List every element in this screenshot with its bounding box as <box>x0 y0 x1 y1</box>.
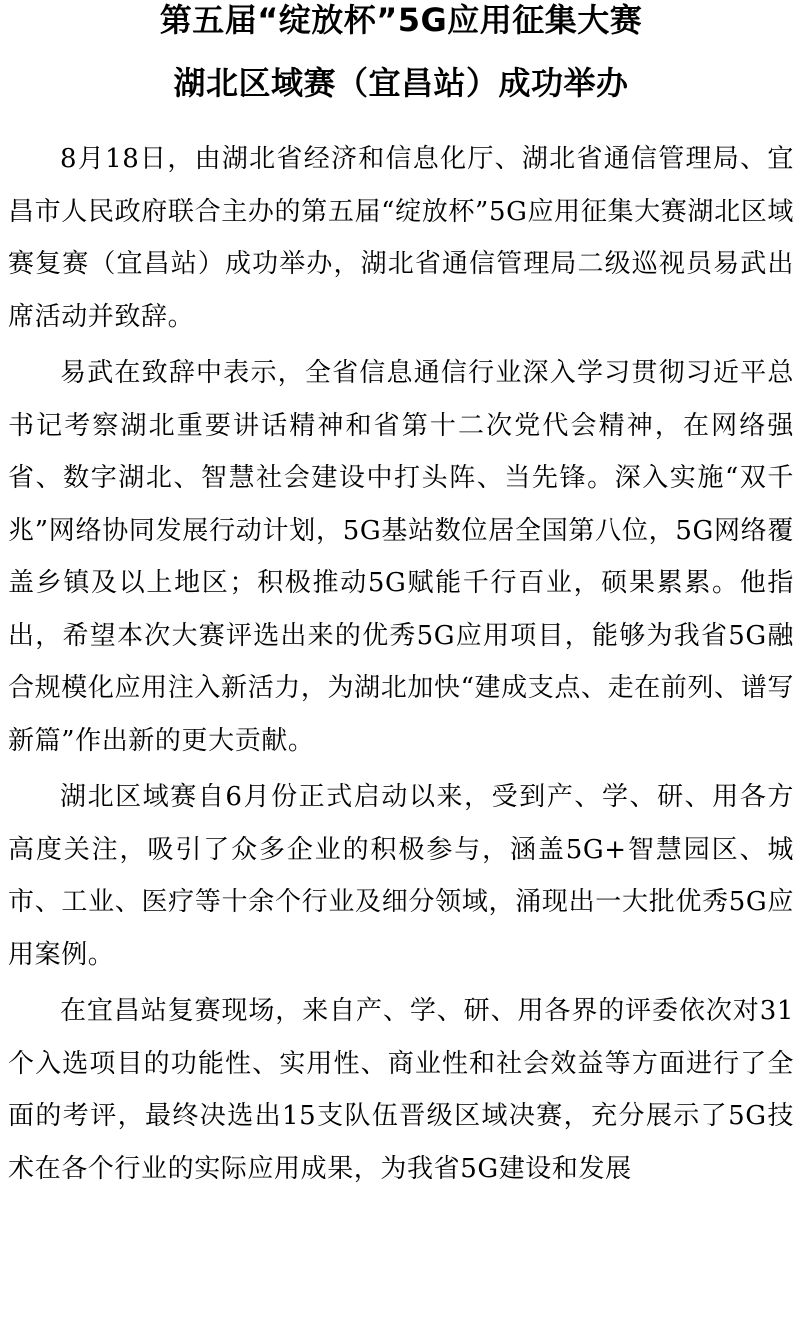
paragraph-2: 易武在致辞中表示，全省信息通信行业深入学习贯彻习近平总书记考察湖北重要讲话精神和省第十二次党代会精神，在网络强省、数字湖北、智慧社会建设中打头阵、当先锋。深入实施“双千兆”网络协同发展行动计划，5G基站数位居全国第八位，5G网络覆盖乡镇及以上地区；积极推动5G赋能千行百业，硕果累累。他指出，希望本次大赛评选出来的优秀5G应用项目，能够为我省5G融合规模化应用注入新活力，为湖北加快“建成支点、走在前列、谱写新篇”作出新的更大贡献。 <box>8 358 794 756</box>
document-body <box>8 133 794 1195</box>
document-title-line2: 湖北区域赛（宜昌站）成功举办 <box>173 64 629 102</box>
document-title-line1: 第五届“绽放杯”5G应用征集大赛 <box>159 1 643 39</box>
paragraph-1: 8月18日，由湖北省经济和信息化厅、湖北省通信管理局、宜昌市人民政府联合主办的第五届“绽放杯”5G应用征集大赛湖北区域赛复赛（宜昌站）成功举办，湖北省通信管理局二级巡视员易武出席活动并致辞。 <box>8 144 794 332</box>
paragraph-3: 湖北区域赛自6月份正式启动以来，受到产、学、研、用各方高度关注，吸引了众多企业的积极参与，涵盖5G+智慧园区、城市、工业、医疗等十余个行业及细分领域，涌现出一大批优秀5G应用案例。 <box>8 782 794 970</box>
paragraph-4: 在宜昌站复赛现场，来自产、学、研、用各界的评委依次对31个入选项目的功能性、实用性、商业性和社会效益等方面进行了全面的考评，最终决选出15支队伍晋级区域决赛，充分展示了5G技术在各个行业的实际应用成果，为我省5G建设和发展 <box>8 996 794 1184</box>
